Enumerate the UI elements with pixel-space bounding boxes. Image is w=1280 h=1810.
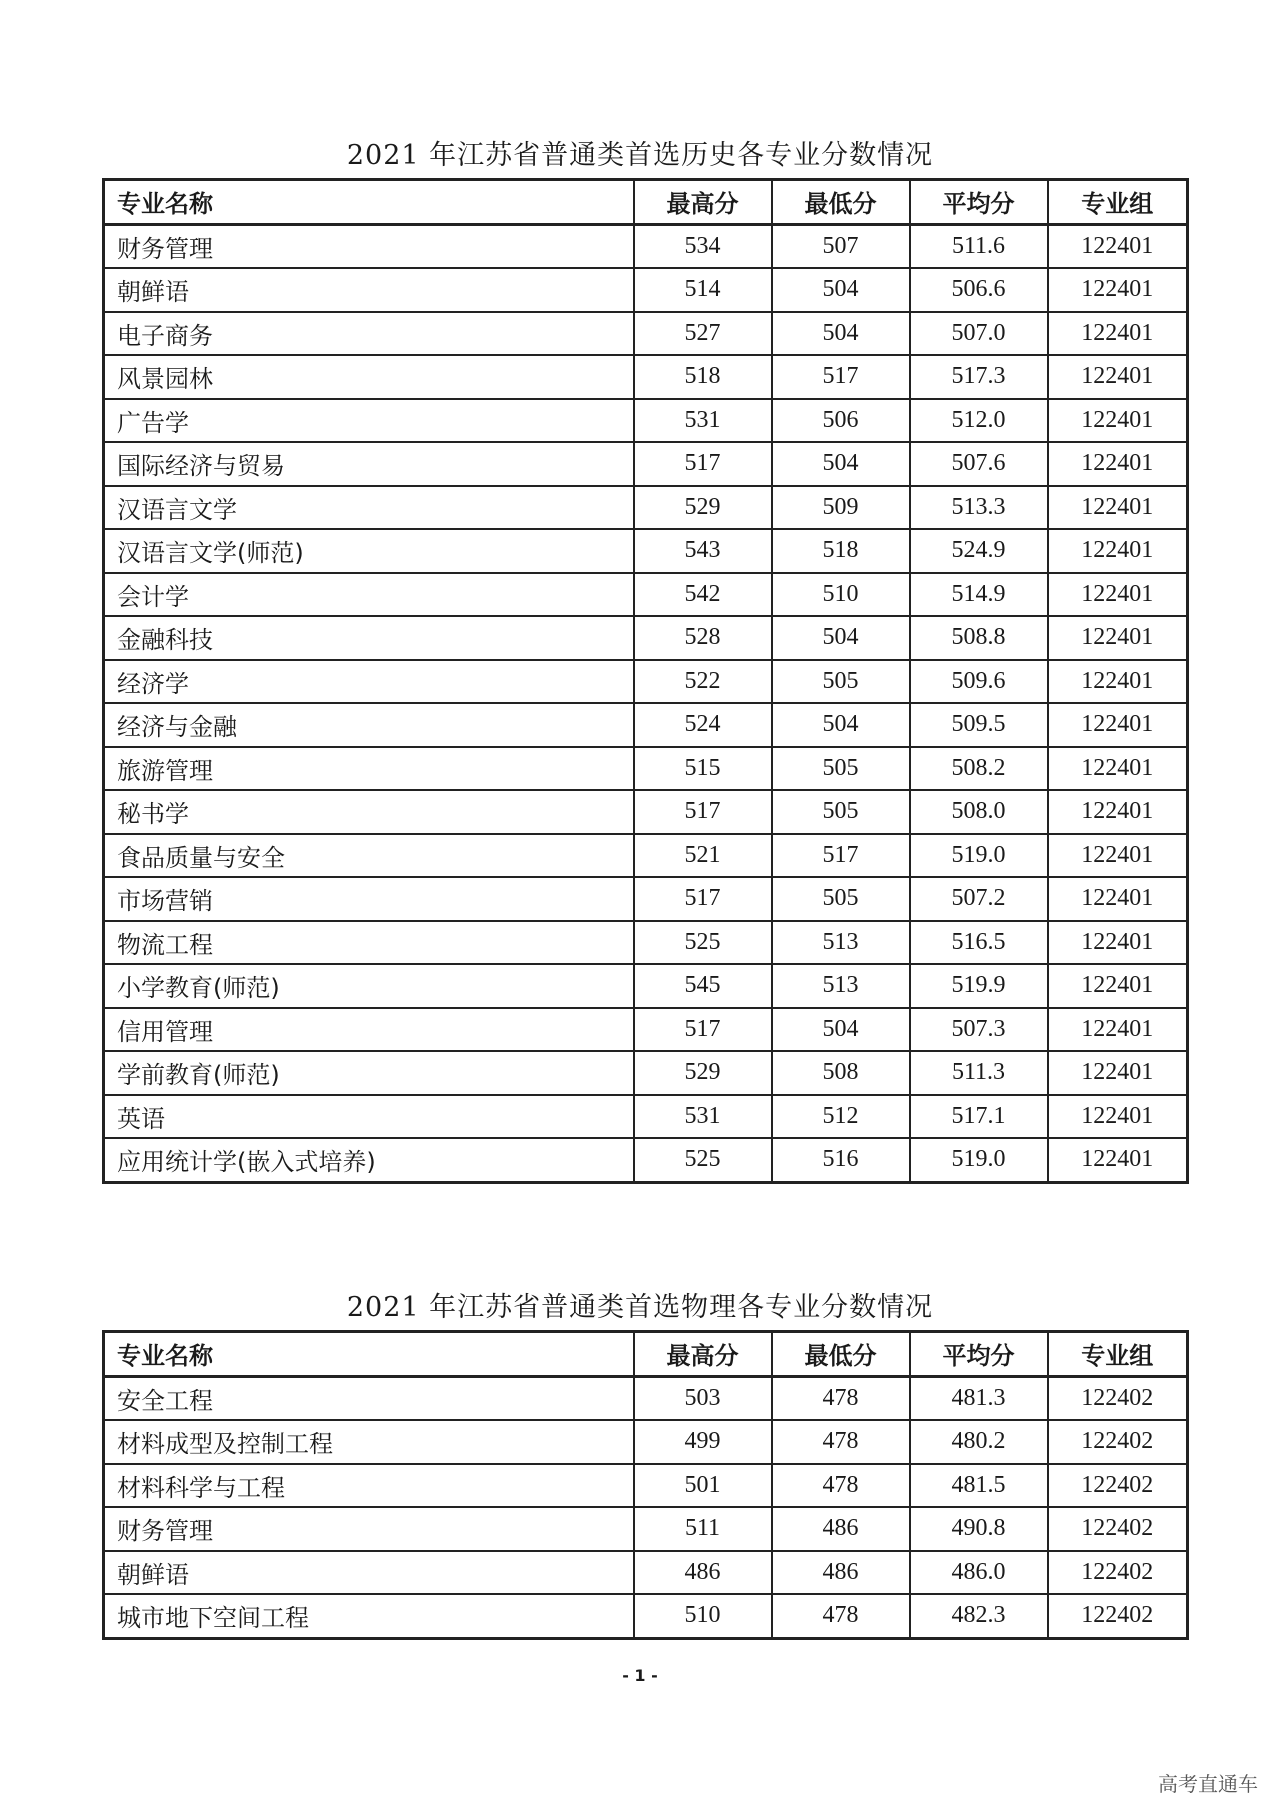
cell-avg-score: 507.3 <box>910 1008 1048 1052</box>
cell-avg-score: 517.3 <box>910 355 1048 399</box>
header-min-score: 最低分 <box>772 1332 910 1377</box>
cell-avg-score: 490.8 <box>910 1507 1048 1551</box>
cell-major-name: 风景园林 <box>104 355 634 399</box>
cell-avg-score: 517.1 <box>910 1095 1048 1139</box>
cell-major-group: 122401 <box>1048 312 1188 356</box>
cell-avg-score: 507.0 <box>910 312 1048 356</box>
cell-min-score: 504 <box>772 312 910 356</box>
cell-major-name: 旅游管理 <box>104 747 634 791</box>
physics-table-body <box>104 1376 1188 1638</box>
table-row <box>104 747 1188 791</box>
history-table-title: 2021 年江苏省普通类首选历史各专业分数情况 <box>346 140 934 171</box>
physics-table-title: 2021 年江苏省普通类首选物理各专业分数情况 <box>346 1292 934 1323</box>
cell-major-name: 材料科学与工程 <box>104 1464 634 1508</box>
cell-max-score: 525 <box>634 1138 772 1182</box>
cell-min-score: 504 <box>772 1008 910 1052</box>
table-row <box>104 1420 1188 1464</box>
table-row <box>104 834 1188 878</box>
cell-major-group: 122401 <box>1048 877 1188 921</box>
cell-major-group: 122401 <box>1048 224 1188 268</box>
header-major-group: 专业组 <box>1048 180 1188 225</box>
cell-avg-score: 513.3 <box>910 486 1048 530</box>
cell-max-score: 518 <box>634 355 772 399</box>
cell-major-group: 122401 <box>1048 399 1188 443</box>
cell-avg-score: 509.5 <box>910 703 1048 747</box>
header-max-score: 最高分 <box>634 180 772 225</box>
table-row <box>104 399 1188 443</box>
cell-min-score: 504 <box>772 442 910 486</box>
table-row <box>104 1095 1188 1139</box>
cell-major-group: 122401 <box>1048 1095 1188 1139</box>
cell-major-group: 122401 <box>1048 573 1188 617</box>
cell-max-score: 501 <box>634 1464 772 1508</box>
cell-avg-score: 481.3 <box>910 1376 1048 1420</box>
cell-major-group: 122401 <box>1048 442 1188 486</box>
cell-major-name: 小学教育(师范) <box>104 964 634 1008</box>
cell-major-group: 122401 <box>1048 355 1188 399</box>
cell-major-group: 122401 <box>1048 486 1188 530</box>
cell-min-score: 504 <box>772 268 910 312</box>
cell-min-score: 486 <box>772 1551 910 1595</box>
cell-major-name: 朝鲜语 <box>104 1551 634 1595</box>
page-number: - 1 - <box>622 1666 658 1685</box>
cell-min-score: 504 <box>772 703 910 747</box>
table-row <box>104 573 1188 617</box>
header-min-score: 最低分 <box>772 180 910 225</box>
header-max-score: 最高分 <box>634 1332 772 1377</box>
cell-avg-score: 512.0 <box>910 399 1048 443</box>
cell-avg-score: 481.5 <box>910 1464 1048 1508</box>
cell-avg-score: 486.0 <box>910 1551 1048 1595</box>
table-row <box>104 1507 1188 1551</box>
cell-major-name: 汉语言文学(师范) <box>104 529 634 573</box>
cell-max-score: 528 <box>634 616 772 660</box>
cell-major-name: 金融科技 <box>104 616 634 660</box>
cell-max-score: 514 <box>634 268 772 312</box>
cell-avg-score: 508.2 <box>910 747 1048 791</box>
cell-major-name: 学前教育(师范) <box>104 1051 634 1095</box>
cell-major-group: 122402 <box>1048 1376 1188 1420</box>
table-row <box>104 1551 1188 1595</box>
cell-major-group: 122402 <box>1048 1464 1188 1508</box>
cell-major-name: 国际经济与贸易 <box>104 442 634 486</box>
cell-major-group: 122401 <box>1048 268 1188 312</box>
cell-min-score: 505 <box>772 790 910 834</box>
cell-avg-score: 519.0 <box>910 1138 1048 1182</box>
cell-min-score: 518 <box>772 529 910 573</box>
cell-major-name: 物流工程 <box>104 921 634 965</box>
cell-major-group: 122401 <box>1048 1051 1188 1095</box>
cell-major-group: 122401 <box>1048 790 1188 834</box>
table-row <box>104 921 1188 965</box>
table-row <box>104 224 1188 268</box>
cell-min-score: 516 <box>772 1138 910 1182</box>
header-major-group: 专业组 <box>1048 1332 1188 1377</box>
cell-avg-score: 511.6 <box>910 224 1048 268</box>
cell-min-score: 507 <box>772 224 910 268</box>
table-row <box>104 1051 1188 1095</box>
cell-avg-score: 507.2 <box>910 877 1048 921</box>
cell-major-name: 英语 <box>104 1095 634 1139</box>
watermark-text: 高考直通车 <box>1158 1772 1258 1796</box>
cell-max-score: 534 <box>634 224 772 268</box>
cell-major-name: 会计学 <box>104 573 634 617</box>
cell-major-name: 食品质量与安全 <box>104 834 634 878</box>
cell-max-score: 525 <box>634 921 772 965</box>
cell-min-score: 486 <box>772 1507 910 1551</box>
physics-score-table <box>102 1330 1189 1640</box>
history-score-table <box>102 178 1189 1184</box>
header-major-name: 专业名称 <box>104 1332 634 1377</box>
cell-max-score: 529 <box>634 486 772 530</box>
cell-major-group: 122401 <box>1048 747 1188 791</box>
cell-min-score: 478 <box>772 1376 910 1420</box>
cell-avg-score: 509.6 <box>910 660 1048 704</box>
cell-major-group: 122401 <box>1048 1138 1188 1182</box>
cell-major-group: 122401 <box>1048 921 1188 965</box>
table-header-row <box>104 1332 1188 1377</box>
table-row <box>104 790 1188 834</box>
table-row <box>104 660 1188 704</box>
cell-min-score: 478 <box>772 1464 910 1508</box>
cell-major-group: 122402 <box>1048 1551 1188 1595</box>
table-row <box>104 486 1188 530</box>
cell-min-score: 505 <box>772 877 910 921</box>
cell-major-name: 材料成型及控制工程 <box>104 1420 634 1464</box>
cell-avg-score: 508.0 <box>910 790 1048 834</box>
cell-min-score: 478 <box>772 1420 910 1464</box>
cell-major-name: 秘书学 <box>104 790 634 834</box>
cell-min-score: 517 <box>772 834 910 878</box>
table-row <box>104 442 1188 486</box>
cell-major-group: 122401 <box>1048 1008 1188 1052</box>
cell-major-name: 信用管理 <box>104 1008 634 1052</box>
table-row <box>104 964 1188 1008</box>
table-row <box>104 877 1188 921</box>
cell-max-score: 531 <box>634 1095 772 1139</box>
cell-max-score: 543 <box>634 529 772 573</box>
cell-avg-score: 482.3 <box>910 1594 1048 1638</box>
cell-avg-score: 506.6 <box>910 268 1048 312</box>
cell-max-score: 524 <box>634 703 772 747</box>
cell-avg-score: 507.6 <box>910 442 1048 486</box>
cell-max-score: 545 <box>634 964 772 1008</box>
cell-min-score: 513 <box>772 921 910 965</box>
header-major-name: 专业名称 <box>104 180 634 225</box>
history-table-body <box>104 224 1188 1182</box>
table-row <box>104 1376 1188 1420</box>
cell-avg-score: 519.9 <box>910 964 1048 1008</box>
cell-avg-score: 514.9 <box>910 573 1048 617</box>
table-row <box>104 1008 1188 1052</box>
cell-max-score: 517 <box>634 442 772 486</box>
cell-major-name: 汉语言文学 <box>104 486 634 530</box>
header-avg-score: 平均分 <box>910 180 1048 225</box>
cell-max-score: 527 <box>634 312 772 356</box>
table-row <box>104 1464 1188 1508</box>
cell-major-group: 122402 <box>1048 1507 1188 1551</box>
cell-major-name: 电子商务 <box>104 312 634 356</box>
cell-max-score: 522 <box>634 660 772 704</box>
table-row <box>104 616 1188 660</box>
cell-min-score: 505 <box>772 747 910 791</box>
cell-major-name: 应用统计学(嵌入式培养) <box>104 1138 634 1182</box>
cell-min-score: 513 <box>772 964 910 1008</box>
cell-max-score: 510 <box>634 1594 772 1638</box>
table-row <box>104 1138 1188 1182</box>
cell-avg-score: 516.5 <box>910 921 1048 965</box>
cell-max-score: 531 <box>634 399 772 443</box>
table-row <box>104 703 1188 747</box>
cell-avg-score: 480.2 <box>910 1420 1048 1464</box>
cell-major-name: 经济与金融 <box>104 703 634 747</box>
cell-avg-score: 508.8 <box>910 616 1048 660</box>
cell-min-score: 504 <box>772 616 910 660</box>
cell-max-score: 521 <box>634 834 772 878</box>
cell-major-name: 财务管理 <box>104 224 634 268</box>
cell-major-group: 122401 <box>1048 616 1188 660</box>
table-row <box>104 268 1188 312</box>
table-header-row <box>104 180 1188 225</box>
cell-major-group: 122402 <box>1048 1594 1188 1638</box>
cell-major-group: 122401 <box>1048 660 1188 704</box>
cell-major-name: 市场营销 <box>104 877 634 921</box>
cell-major-group: 122402 <box>1048 1420 1188 1464</box>
cell-min-score: 512 <box>772 1095 910 1139</box>
cell-min-score: 508 <box>772 1051 910 1095</box>
cell-min-score: 510 <box>772 573 910 617</box>
cell-major-group: 122401 <box>1048 529 1188 573</box>
cell-major-name: 安全工程 <box>104 1376 634 1420</box>
cell-avg-score: 524.9 <box>910 529 1048 573</box>
cell-max-score: 529 <box>634 1051 772 1095</box>
cell-major-name: 广告学 <box>104 399 634 443</box>
header-avg-score: 平均分 <box>910 1332 1048 1377</box>
cell-min-score: 509 <box>772 486 910 530</box>
cell-major-name: 城市地下空间工程 <box>104 1594 634 1638</box>
cell-max-score: 511 <box>634 1507 772 1551</box>
cell-max-score: 515 <box>634 747 772 791</box>
table-row <box>104 1594 1188 1638</box>
cell-major-name: 经济学 <box>104 660 634 704</box>
cell-avg-score: 511.3 <box>910 1051 1048 1095</box>
cell-major-group: 122401 <box>1048 964 1188 1008</box>
cell-max-score: 542 <box>634 573 772 617</box>
cell-min-score: 517 <box>772 355 910 399</box>
cell-max-score: 517 <box>634 877 772 921</box>
cell-max-score: 517 <box>634 1008 772 1052</box>
cell-major-name: 朝鲜语 <box>104 268 634 312</box>
cell-max-score: 503 <box>634 1376 772 1420</box>
cell-major-group: 122401 <box>1048 834 1188 878</box>
cell-min-score: 506 <box>772 399 910 443</box>
cell-major-group: 122401 <box>1048 703 1188 747</box>
cell-max-score: 517 <box>634 790 772 834</box>
table-row <box>104 355 1188 399</box>
cell-min-score: 478 <box>772 1594 910 1638</box>
table-row <box>104 312 1188 356</box>
cell-max-score: 499 <box>634 1420 772 1464</box>
table-row <box>104 529 1188 573</box>
cell-max-score: 486 <box>634 1551 772 1595</box>
cell-min-score: 505 <box>772 660 910 704</box>
cell-avg-score: 519.0 <box>910 834 1048 878</box>
cell-major-name: 财务管理 <box>104 1507 634 1551</box>
